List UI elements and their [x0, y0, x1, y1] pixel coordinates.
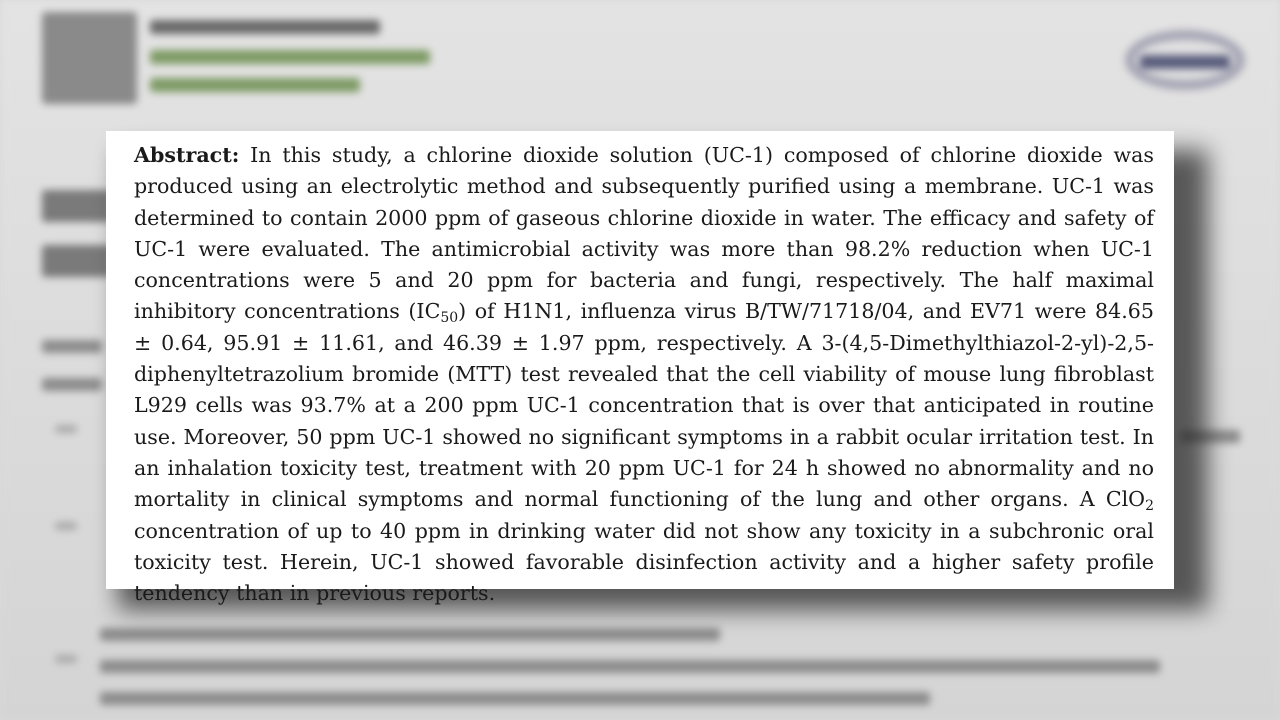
blurred-bullet [55, 425, 77, 433]
subscript: 50 [440, 310, 459, 327]
journal-cover-logo [42, 12, 137, 104]
blurred-text-line [42, 245, 112, 277]
abstract-text: In this study, a chlorine dioxide solution (UC-1) composed of chlorine dioxide was produced using an electrolytic method and subsequently purified using a membrane. UC-1 was determined to contain 2000 ppm of gaseous chlorine dioxide in water. The efficacy and safety of UC-1 were evaluated. The antimicrobial activity was more than 98.2% reduction when UC-1 concentrations were 5 and 20 ppm for bacteria and fungi, respectively. The half maximal inhibitory concentrations (IC [134, 143, 1154, 324]
blurred-text-line [150, 78, 360, 92]
blurred-bullet [55, 655, 77, 663]
blurred-text-line [100, 628, 720, 641]
blurred-text-line [100, 660, 1160, 673]
abstract-text: ) of H1N1, influenza virus B/TW/71718/04, and EV71 were 84.65 ± 0.64, 95.91 ± 11.61, and 46.39 ± 1.97 ppm, respectively. A 3-(4,5-Dimethylthiazol-2-yl)-2,5-diphenyltetrazolium bromide (MTT) test revealed that the cell viability of mouse lung fibroblast L929 cells was 93.7% at a 200 ppm UC-1 concentration that is over that anticipated in routine use. Moreover, 50 ppm UC-1 showed no significant symptoms in a rabbit ocular irritation test. In an inhalation toxicity test, treatment with 20 ppm UC-1 for 24 h showed no abnormality and no mortality in clinical symptoms and normal functioning of the lung and other organs. A ClO [134, 299, 1154, 512]
blurred-text-line [150, 20, 380, 34]
abstract-text: concentration of up to 40 ppm in drinking water did not show any toxicity in a subchronic oral toxicity test. Herein, UC-1 showed favorable disinfection activity and a higher safety profile tendency than in previous reports. [134, 518, 1154, 606]
publisher-logo-text [1140, 55, 1230, 69]
subscript: 2 [1145, 498, 1154, 515]
abstract-paragraph [134, 140, 1154, 609]
blurred-text-line [100, 692, 930, 705]
blurred-bullet [55, 522, 77, 530]
blurred-text-line [42, 190, 112, 222]
abstract-label: Abstract: [134, 143, 240, 167]
blurred-text-line [150, 50, 430, 64]
blurred-text-line [42, 340, 102, 353]
blurred-text-line [42, 378, 102, 391]
abstract-card [106, 131, 1174, 606]
